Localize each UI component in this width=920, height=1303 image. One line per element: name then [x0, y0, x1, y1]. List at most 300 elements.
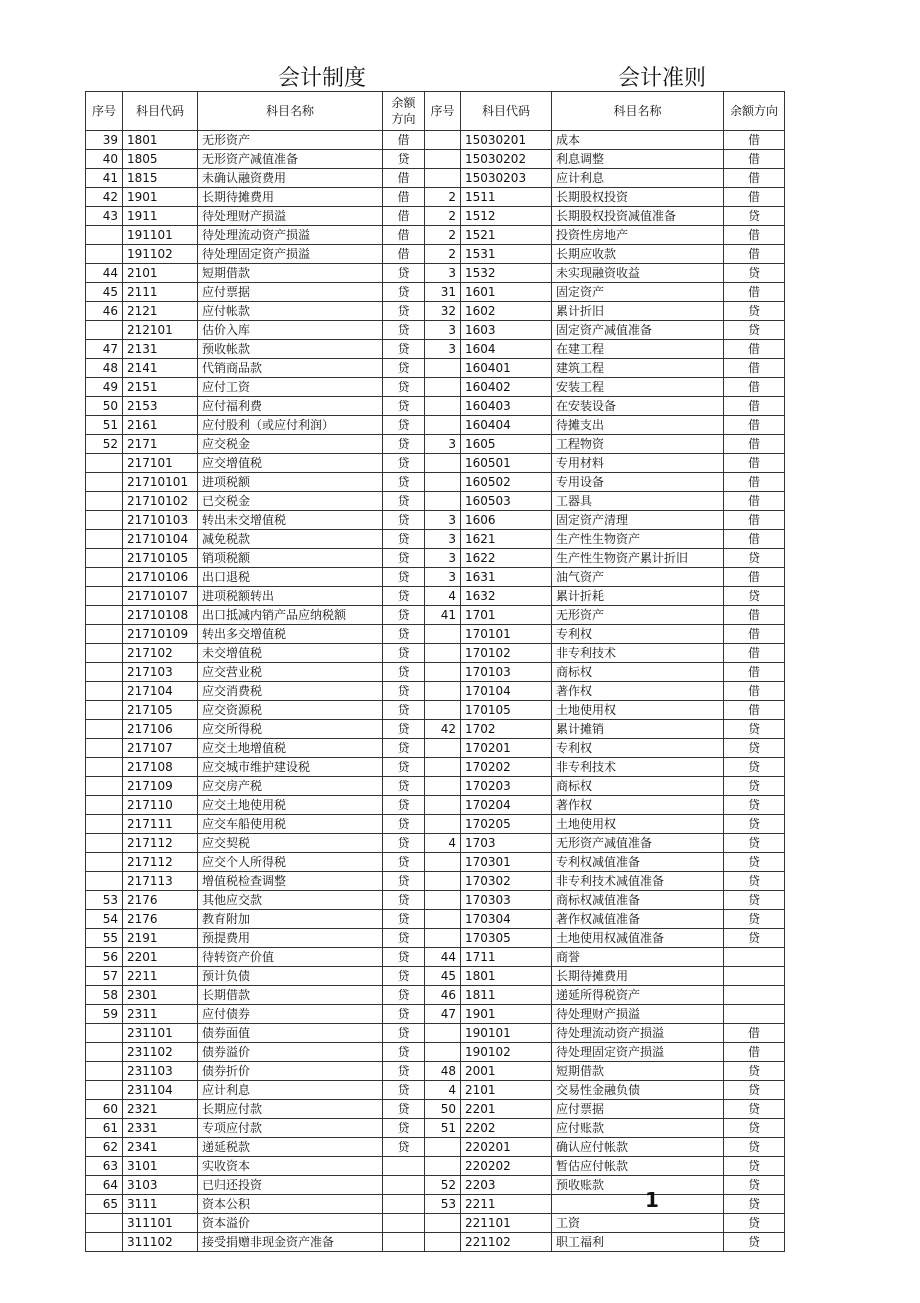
cell-name-2: 在建工程	[552, 340, 724, 359]
cell-seq-2	[425, 929, 461, 948]
cell-code: 1901	[123, 188, 198, 207]
cell-code-2: 170105	[461, 701, 552, 720]
cell-seq	[86, 245, 123, 264]
cell-seq	[86, 549, 123, 568]
cell-direction-2: 借	[724, 1043, 785, 1062]
table-row	[86, 321, 785, 340]
cell-name: 待转资产价值	[198, 948, 383, 967]
table-row	[86, 929, 785, 948]
cell-seq	[86, 321, 123, 340]
cell-code: 217112	[123, 834, 198, 853]
cell-code-2: 220202	[461, 1157, 552, 1176]
table-row	[86, 891, 785, 910]
cell-seq	[86, 872, 123, 891]
cell-seq-2	[425, 454, 461, 473]
cell-seq-2: 3	[425, 264, 461, 283]
cell-seq: 45	[86, 283, 123, 302]
cell-seq-2: 4	[425, 587, 461, 606]
cell-name-2: 短期借款	[552, 1062, 724, 1081]
cell-name: 待处理财产损溢	[198, 207, 383, 226]
cell-code: 3103	[123, 1176, 198, 1195]
cell-name: 债券折价	[198, 1062, 383, 1081]
cell-seq: 44	[86, 264, 123, 283]
cell-name-2: 应计利息	[552, 169, 724, 188]
cell-code-2: 160502	[461, 473, 552, 492]
cell-name: 应付债券	[198, 1005, 383, 1024]
cell-code: 2321	[123, 1100, 198, 1119]
cell-code: 191101	[123, 226, 198, 245]
cell-seq	[86, 606, 123, 625]
cell-code-2: 170203	[461, 777, 552, 796]
cell-code: 2171	[123, 435, 198, 454]
cell-code-2: 170101	[461, 625, 552, 644]
cell-direction: 贷	[383, 891, 425, 910]
cell-direction: 贷	[383, 587, 425, 606]
cell-seq-2: 47	[425, 1005, 461, 1024]
cell-seq-2: 45	[425, 967, 461, 986]
table-row	[86, 1233, 785, 1252]
cell-direction: 贷	[383, 1119, 425, 1138]
table-row	[86, 549, 785, 568]
cell-name: 长期应付款	[198, 1100, 383, 1119]
cell-code-2: 1632	[461, 587, 552, 606]
cell-name: 递延税款	[198, 1138, 383, 1157]
table-row	[86, 131, 785, 150]
cell-code: 1911	[123, 207, 198, 226]
cell-seq-2	[425, 625, 461, 644]
cell-direction: 贷	[383, 663, 425, 682]
cell-direction: 贷	[383, 150, 425, 169]
cell-direction-2: 贷	[724, 207, 785, 226]
cell-name: 应付帐款	[198, 302, 383, 321]
cell-direction: 贷	[383, 492, 425, 511]
cell-direction-2: 贷	[724, 1195, 785, 1214]
table-row	[86, 245, 785, 264]
cell-seq-2	[425, 1138, 461, 1157]
table-row	[86, 739, 785, 758]
cell-code-2: 170302	[461, 872, 552, 891]
cell-direction: 贷	[383, 511, 425, 530]
cell-code: 217111	[123, 815, 198, 834]
cell-seq-2	[425, 378, 461, 397]
cell-direction: 贷	[383, 777, 425, 796]
cell-name-2: 油气资产	[552, 568, 724, 587]
cell-direction-2: 贷	[724, 1062, 785, 1081]
table-row	[86, 435, 785, 454]
cell-seq-2	[425, 473, 461, 492]
cell-direction: 贷	[383, 834, 425, 853]
header-direction: 余额方向	[383, 92, 425, 131]
table-row	[86, 283, 785, 302]
cell-seq: 54	[86, 910, 123, 929]
cell-name-2: 商标权减值准备	[552, 891, 724, 910]
cell-seq	[86, 1062, 123, 1081]
cell-name-2: 预收账款	[552, 1176, 724, 1195]
cell-code-2: 1531	[461, 245, 552, 264]
cell-direction: 贷	[383, 1062, 425, 1081]
cell-name: 专项应付款	[198, 1119, 383, 1138]
table-row	[86, 1157, 785, 1176]
cell-direction: 贷	[383, 739, 425, 758]
cell-direction-2: 借	[724, 169, 785, 188]
account-comparison-table	[85, 91, 785, 1252]
cell-seq-2	[425, 1214, 461, 1233]
table-row	[86, 1043, 785, 1062]
cell-direction-2: 贷	[724, 796, 785, 815]
cell-code: 21710109	[123, 625, 198, 644]
cell-name-2: 工器具	[552, 492, 724, 511]
cell-seq	[86, 720, 123, 739]
cell-name: 转出多交增值税	[198, 625, 383, 644]
cell-name: 其他应交款	[198, 891, 383, 910]
table-row	[86, 777, 785, 796]
cell-name-2: 长期应收款	[552, 245, 724, 264]
table-row	[86, 207, 785, 226]
table-row	[86, 663, 785, 682]
cell-seq-2: 44	[425, 948, 461, 967]
cell-name-2: 累计折耗	[552, 587, 724, 606]
table-header-row	[86, 92, 785, 131]
cell-name: 出口抵减内销产品应纳税额	[198, 606, 383, 625]
cell-code-2: 1602	[461, 302, 552, 321]
cell-direction-2: 借	[724, 245, 785, 264]
cell-direction-2	[724, 948, 785, 967]
cell-code-2: 190101	[461, 1024, 552, 1043]
cell-name: 长期借款	[198, 986, 383, 1005]
table-row	[86, 1214, 785, 1233]
cell-code-2: 2001	[461, 1062, 552, 1081]
table-row	[86, 1005, 785, 1024]
cell-code-2: 1801	[461, 967, 552, 986]
cell-code: 311101	[123, 1214, 198, 1233]
header-direction-2: 余额方向	[724, 92, 785, 131]
cell-direction-2: 贷	[724, 1214, 785, 1233]
cell-code-2: 170304	[461, 910, 552, 929]
cell-direction: 贷	[383, 853, 425, 872]
table-row	[86, 701, 785, 720]
cell-code-2: 221102	[461, 1233, 552, 1252]
cell-code-2: 160503	[461, 492, 552, 511]
cell-direction-2: 借	[724, 188, 785, 207]
cell-direction: 贷	[383, 321, 425, 340]
cell-code: 2121	[123, 302, 198, 321]
cell-direction-2: 借	[724, 644, 785, 663]
cell-direction: 贷	[383, 359, 425, 378]
cell-name-2: 待处理固定资产损溢	[552, 1043, 724, 1062]
cell-name-2: 交易性金融负债	[552, 1081, 724, 1100]
cell-code: 231102	[123, 1043, 198, 1062]
cell-code-2: 2201	[461, 1100, 552, 1119]
cell-direction-2: 借	[724, 682, 785, 701]
cell-name-2: 生产性生物资产累计折旧	[552, 549, 724, 568]
cell-code-2: 1605	[461, 435, 552, 454]
cell-direction-2: 贷	[724, 891, 785, 910]
cell-direction-2: 贷	[724, 1157, 785, 1176]
cell-code-2: 1631	[461, 568, 552, 587]
cell-direction-2	[724, 986, 785, 1005]
cell-direction: 贷	[383, 1100, 425, 1119]
cell-direction-2: 贷	[724, 1100, 785, 1119]
table-row	[86, 378, 785, 397]
cell-code: 217103	[123, 663, 198, 682]
cell-seq	[86, 815, 123, 834]
table-row	[86, 1024, 785, 1043]
cell-code: 21710105	[123, 549, 198, 568]
cell-name: 转出未交增值税	[198, 511, 383, 530]
cell-name-2: 在安装设备	[552, 397, 724, 416]
cell-seq-2	[425, 416, 461, 435]
cell-seq: 49	[86, 378, 123, 397]
cell-name-2: 累计折旧	[552, 302, 724, 321]
cell-direction: 贷	[383, 1024, 425, 1043]
cell-direction-2: 贷	[724, 1081, 785, 1100]
cell-name: 应交车船使用税	[198, 815, 383, 834]
cell-code-2: 160403	[461, 397, 552, 416]
cell-seq: 56	[86, 948, 123, 967]
cell-direction: 贷	[383, 378, 425, 397]
cell-seq	[86, 834, 123, 853]
cell-name: 应交营业税	[198, 663, 383, 682]
cell-code: 231103	[123, 1062, 198, 1081]
cell-seq: 46	[86, 302, 123, 321]
cell-direction-2: 借	[724, 701, 785, 720]
cell-seq: 64	[86, 1176, 123, 1195]
cell-name-2: 固定资产	[552, 283, 724, 302]
cell-name-2: 长期股权投资减值准备	[552, 207, 724, 226]
cell-direction: 贷	[383, 910, 425, 929]
cell-direction-2: 借	[724, 131, 785, 150]
cell-seq-2	[425, 815, 461, 834]
cell-name-2: 专利权减值准备	[552, 853, 724, 872]
cell-code-2: 2203	[461, 1176, 552, 1195]
cell-seq-2	[425, 910, 461, 929]
cell-code-2: 2101	[461, 1081, 552, 1100]
cell-seq-2	[425, 169, 461, 188]
cell-name-2: 暂估应付帐款	[552, 1157, 724, 1176]
cell-name-2: 无形资产减值准备	[552, 834, 724, 853]
table-row	[86, 473, 785, 492]
cell-name-2: 专利权	[552, 625, 724, 644]
table-row	[86, 340, 785, 359]
cell-seq	[86, 568, 123, 587]
cell-seq: 53	[86, 891, 123, 910]
cell-code-2: 170102	[461, 644, 552, 663]
cell-code: 2331	[123, 1119, 198, 1138]
cell-name: 债券溢价	[198, 1043, 383, 1062]
cell-name: 资本溢价	[198, 1214, 383, 1233]
cell-code: 212101	[123, 321, 198, 340]
header-name-2: 科目名称	[552, 92, 724, 131]
cell-direction-2: 贷	[724, 587, 785, 606]
cell-seq	[86, 796, 123, 815]
cell-code: 3101	[123, 1157, 198, 1176]
cell-name: 已交税金	[198, 492, 383, 511]
cell-name: 待处理流动资产损溢	[198, 226, 383, 245]
cell-name: 长期待摊费用	[198, 188, 383, 207]
cell-code: 21710103	[123, 511, 198, 530]
cell-direction-2: 贷	[724, 1138, 785, 1157]
cell-seq-2	[425, 796, 461, 815]
cell-code: 217106	[123, 720, 198, 739]
cell-seq-2: 3	[425, 530, 461, 549]
table-row	[86, 1062, 785, 1081]
cell-direction: 贷	[383, 1138, 425, 1157]
cell-seq: 57	[86, 967, 123, 986]
cell-seq-2: 42	[425, 720, 461, 739]
cell-direction: 贷	[383, 549, 425, 568]
cell-seq-2: 3	[425, 321, 461, 340]
cell-code-2: 190102	[461, 1043, 552, 1062]
cell-name: 未交增值税	[198, 644, 383, 663]
cell-seq-2: 2	[425, 245, 461, 264]
cell-code: 217110	[123, 796, 198, 815]
cell-direction-2: 贷	[724, 1119, 785, 1138]
cell-code-2: 15030202	[461, 150, 552, 169]
cell-code: 21710102	[123, 492, 198, 511]
cell-seq-2: 3	[425, 568, 461, 587]
table-row	[86, 169, 785, 188]
cell-code-2: 220201	[461, 1138, 552, 1157]
cell-seq: 62	[86, 1138, 123, 1157]
header-seq-2: 序号	[425, 92, 461, 131]
cell-seq-2: 3	[425, 435, 461, 454]
table-row	[86, 948, 785, 967]
cell-name: 预提费用	[198, 929, 383, 948]
table-row	[86, 606, 785, 625]
cell-name: 应交土地增值税	[198, 739, 383, 758]
cell-seq: 43	[86, 207, 123, 226]
cell-seq: 48	[86, 359, 123, 378]
cell-code-2: 170305	[461, 929, 552, 948]
cell-name-2: 非专利技术	[552, 758, 724, 777]
cell-direction-2	[724, 1005, 785, 1024]
cell-name-2: 非专利技术	[552, 644, 724, 663]
cell-name: 应交房产税	[198, 777, 383, 796]
cell-name: 估价入库	[198, 321, 383, 340]
table-row	[86, 1119, 785, 1138]
cell-direction-2: 贷	[724, 815, 785, 834]
cell-direction: 贷	[383, 682, 425, 701]
cell-code: 231101	[123, 1024, 198, 1043]
header-code-2: 科目代码	[461, 92, 552, 131]
cell-direction-2: 贷	[724, 853, 785, 872]
cell-code: 217104	[123, 682, 198, 701]
cell-direction: 贷	[383, 435, 425, 454]
cell-code-2: 1703	[461, 834, 552, 853]
cell-seq-2: 51	[425, 1119, 461, 1138]
cell-code-2: 1701	[461, 606, 552, 625]
cell-code: 217105	[123, 701, 198, 720]
cell-seq-2	[425, 853, 461, 872]
cell-name-2: 工资	[552, 1214, 724, 1233]
cell-direction: 贷	[383, 625, 425, 644]
cell-direction-2: 借	[724, 606, 785, 625]
table-row	[86, 796, 785, 815]
cell-name: 应付福利费	[198, 397, 383, 416]
cell-direction	[383, 1157, 425, 1176]
cell-name: 销项税额	[198, 549, 383, 568]
cell-direction-2: 借	[724, 511, 785, 530]
title-accounting-system: 会计制度	[278, 66, 367, 90]
cell-seq	[86, 777, 123, 796]
cell-seq	[86, 701, 123, 720]
cell-seq-2: 3	[425, 511, 461, 530]
table-row	[86, 834, 785, 853]
cell-direction-2: 贷	[724, 1233, 785, 1252]
cell-code-2: 1606	[461, 511, 552, 530]
cell-code-2: 2202	[461, 1119, 552, 1138]
cell-code-2: 1601	[461, 283, 552, 302]
cell-seq	[86, 530, 123, 549]
cell-name-2: 待处理流动资产损溢	[552, 1024, 724, 1043]
cell-name-2: 固定资产减值准备	[552, 321, 724, 340]
cell-seq-2	[425, 359, 461, 378]
cell-direction-2: 借	[724, 625, 785, 644]
page-number: 1	[645, 1188, 659, 1212]
table-row	[86, 454, 785, 473]
cell-seq	[86, 1024, 123, 1043]
table-row	[86, 416, 785, 435]
cell-direction-2: 贷	[724, 302, 785, 321]
cell-seq-2: 2	[425, 207, 461, 226]
cell-direction: 借	[383, 131, 425, 150]
cell-seq-2	[425, 1233, 461, 1252]
cell-name: 应交税金	[198, 435, 383, 454]
cell-direction-2: 贷	[724, 720, 785, 739]
cell-direction	[383, 1214, 425, 1233]
cell-code: 217112	[123, 853, 198, 872]
cell-code-2: 1711	[461, 948, 552, 967]
cell-name: 预计负债	[198, 967, 383, 986]
cell-code: 2311	[123, 1005, 198, 1024]
cell-seq	[86, 1233, 123, 1252]
cell-name: 应交契税	[198, 834, 383, 853]
cell-name: 应交所得税	[198, 720, 383, 739]
cell-code: 21710106	[123, 568, 198, 587]
table-row	[86, 587, 785, 606]
cell-direction: 贷	[383, 416, 425, 435]
cell-seq	[86, 1214, 123, 1233]
cell-code-2: 1512	[461, 207, 552, 226]
cell-direction-2: 借	[724, 359, 785, 378]
cell-name-2: 专利权	[552, 739, 724, 758]
cell-direction	[383, 1176, 425, 1195]
cell-code: 1801	[123, 131, 198, 150]
cell-direction-2: 借	[724, 435, 785, 454]
cell-name-2: 无形资产	[552, 606, 724, 625]
cell-name: 接受捐赠非现金资产准备	[198, 1233, 383, 1252]
cell-name-2: 著作权减值准备	[552, 910, 724, 929]
cell-seq: 63	[86, 1157, 123, 1176]
cell-direction: 贷	[383, 872, 425, 891]
cell-direction-2: 借	[724, 226, 785, 245]
cell-code-2: 170104	[461, 682, 552, 701]
cell-direction-2: 贷	[724, 739, 785, 758]
cell-code-2: 1621	[461, 530, 552, 549]
title-accounting-standards: 会计准则	[618, 66, 707, 90]
cell-seq	[86, 758, 123, 777]
cell-direction-2: 借	[724, 473, 785, 492]
cell-code-2: 170201	[461, 739, 552, 758]
cell-seq-2: 3	[425, 549, 461, 568]
cell-name: 进项税额转出	[198, 587, 383, 606]
cell-seq: 50	[86, 397, 123, 416]
table-row	[86, 1138, 785, 1157]
cell-direction-2: 贷	[724, 834, 785, 853]
cell-name: 进项税额	[198, 473, 383, 492]
cell-seq	[86, 853, 123, 872]
cell-code-2: 170301	[461, 853, 552, 872]
